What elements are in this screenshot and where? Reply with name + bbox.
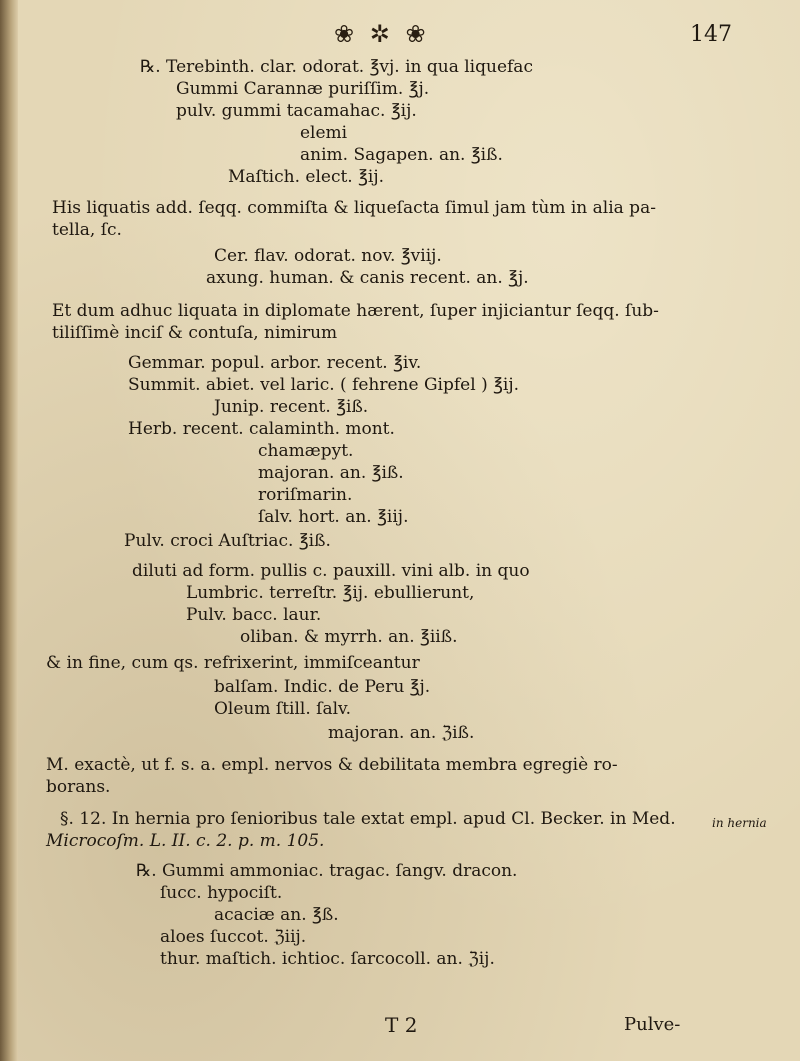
signature-mark: T 2 xyxy=(385,1013,418,1037)
text-line: roriſmarin. xyxy=(258,485,353,505)
text-line: Pulv. croci Auſtriac. ℥iß. xyxy=(124,531,331,551)
text-line: pulv. gummi tacamahac. ℥ij. xyxy=(176,101,417,121)
text-line: borans. xyxy=(46,777,111,797)
text-line: Cer. flav. odorat. nov. ℥viij. xyxy=(214,246,442,266)
page-gutter xyxy=(0,0,18,1061)
catchword: Pulve- xyxy=(624,1014,681,1035)
text-line: anim. Sagapen. an. ℥iß. xyxy=(300,145,503,165)
text-line: Lumbric. terreſtr. ℥ij. ebullierunt, xyxy=(186,583,475,603)
text-line: tiliſſimè inciſ & contuſa, nimirum xyxy=(52,323,338,343)
text-line: His liquatis add. ſeqq. commiſta & liqueſacta ſimul jam tùm in alia pa- xyxy=(52,198,656,218)
page-header xyxy=(0,18,800,54)
text-line: §. 12. In hernia pro ſenioribus tale extat empl. apud Cl. Becker. in Med. xyxy=(60,809,676,829)
text-line: Junip. recent. ℥iß. xyxy=(214,397,369,417)
text-line: ſucc. hypociſt. xyxy=(160,883,283,903)
text-line: Pulv. bacc. laur. xyxy=(186,605,322,625)
text-line: majoran. an. ℨiß. xyxy=(328,723,475,743)
text-line: Et dum adhuc liquata in diplomate hærent, ſuper injiciantur ſeqq. ſub- xyxy=(52,301,659,321)
text-line: Gemmar. popul. arbor. recent. ℥iv. xyxy=(128,353,422,373)
text-line: majoran. an. ℥iß. xyxy=(258,463,404,483)
text-line: Herb. recent. calaminth. mont. xyxy=(128,419,395,439)
text-line: axung. human. & canis recent. an. ℥j. xyxy=(206,268,529,288)
text-line: Gummi Carannæ puriſſim. ℥j. xyxy=(176,79,430,99)
text-line: balſam. Indic. de Peru ℥j. xyxy=(214,677,431,697)
text-line: M. exactè, ut f. s. a. empl. nervos & debilitata membra egregiè ro- xyxy=(46,755,618,775)
text-line: Summit. abiet. vel laric. ( fehrene Gipfel ) ℥ij. xyxy=(128,375,520,395)
header-ornament: ❀ ✲ ❀ xyxy=(334,20,430,48)
text-line: thur. maſtich. ichtioc. ſarcocoll. an. ℨij. xyxy=(160,949,495,969)
text-line: ſalv. hort. an. ℥iij. xyxy=(258,507,409,527)
text-line: elemi xyxy=(300,123,348,143)
margin-note: in hernia xyxy=(712,816,767,830)
text-line: Microcoſm. L. II. c. 2. p. m. 105. xyxy=(46,831,325,851)
text-line: oliban. & myrrh. an. ℥iiß. xyxy=(240,627,458,647)
text-line: diluti ad form. pullis c. pauxill. vini alb. in quo xyxy=(132,561,530,581)
text-line: Maſtich. elect. ℥ij. xyxy=(228,167,385,187)
text-line: ℞. Terebinth. clar. odorat. ℥vj. in qua liquefac xyxy=(140,57,533,77)
text-line: acaciæ an. ℥ß. xyxy=(214,905,339,925)
text-line: & in fine, cum qs. refrixerint, immiſceantur xyxy=(46,653,420,673)
text-line: tella, ſc. xyxy=(52,220,122,240)
text-line: Oleum ſtill. ſalv. xyxy=(214,699,352,719)
page-number: 147 xyxy=(690,22,732,47)
text-line: aloes ſuccot. ℨiij. xyxy=(160,927,307,947)
text-line: chamæpyt. xyxy=(258,441,354,461)
text-line: ℞. Gummi ammoniac. tragac. ſangv. dracon. xyxy=(136,861,518,881)
